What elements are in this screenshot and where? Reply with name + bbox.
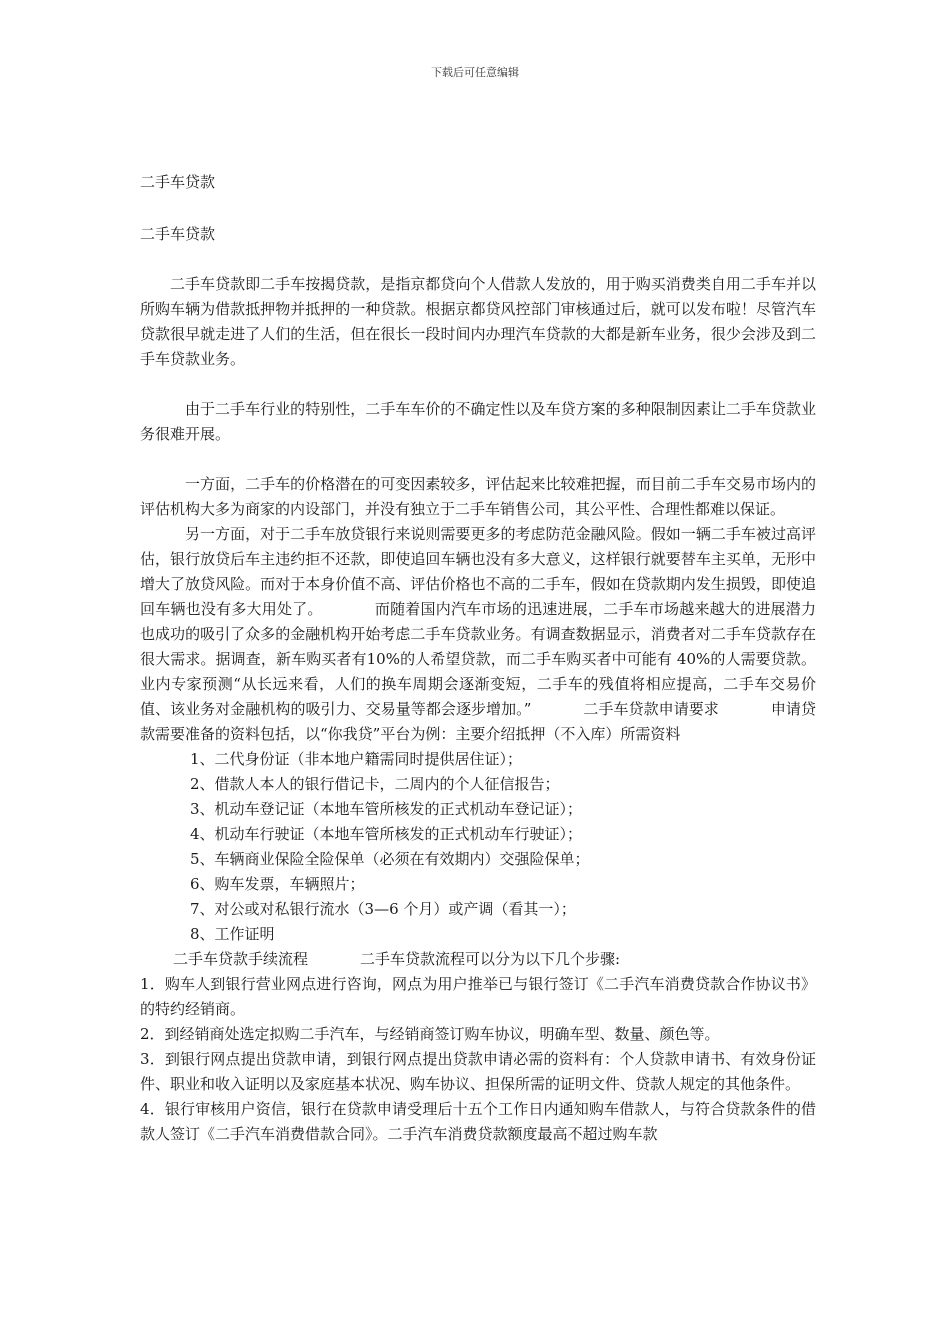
risk-paragraph [140, 522, 816, 747]
materials-intro: 申请贷款需要准备的资料包括，以“你我贷”平台为例：主要介绍抵押（不入库）所需资料 [140, 700, 816, 743]
document-subtitle: 二手车贷款 [140, 225, 216, 243]
flow-heading: 二手车贷款手续流程 [173, 950, 309, 968]
difficulty-paragraph: 由于二手车行业的特别性，二手车车价的不确定性以及车贷方案的多种限制因素让二手车贷款业务很难开展。 [140, 400, 816, 443]
valuation-paragraph: 一方面，二手车的价格潜在的可变因素较多，评估起来比较难把握，而目前二手车交易市场内的评估机构大多为商家的内设部门，并没有独立于二手车销售公司，其公平性、合理性都难以保证。 [140, 475, 816, 518]
list-item: 3、机动车登记证（本地车管所核发的正式机动车登记证）； [190, 800, 583, 818]
list-item: 1、二代身份证（非本地户籍需同时提供居住证）； [190, 750, 523, 768]
document-title: 二手车贷款 [140, 173, 216, 191]
list-item: 8、工作证明 [190, 925, 275, 943]
flow-step: 3．到银行网点提出贷款申请，到银行网点提出贷款申请必需的资料有：个人贷款申请书、有效身份证件、职业和收入证明以及家庭基本状况、购车协议、担保所需的证明文件、贷款人规定的其他条件。 [140, 1050, 816, 1093]
flow-intro: 二手车贷款流程可以分为以下几个步骤: [360, 950, 621, 968]
intro-paragraph: 二手车贷款即二手车按揭贷款，是指京都贷向个人借款人发放的，用于购买消费类自用二手车并以所购车辆为借款抵押物并抵押的一种贷款。根据京都贷风控部门审核通过后，就可以发布啦！尽管汽车贷款很早就走进了人们的生活，但在很长一段时间内办理汽车贷款的大都是新车业务，很少会涉及到二手车贷款业务。 [140, 275, 816, 368]
list-item: 2、借款人本人的银行借记卡，二周内的个人征信报告； [190, 775, 560, 793]
list-item: 7、对公或对私银行流水（3—6 个月）或产调（看其一）； [190, 900, 576, 918]
requirements-heading: 二手车贷款申请要求 [583, 700, 719, 718]
list-item: 4、机动车行驶证（本地车管所核发的正式机动车行驶证）； [190, 825, 583, 843]
flow-step: 1．购车人到银行营业网点进行咨询，网点为用户推举已与银行签订《二手汽车消费贷款合作协议书》的特约经销商。 [140, 975, 816, 1018]
page-header: 下载后可任意编辑 [431, 66, 519, 79]
flow-heading-line [140, 947, 816, 972]
market-text: 而随着国内汽车市场的迅速进展，二手车市场越来越大的进展潜力也成功的吸引了众多的金融机构开始考虑二手车贷款业务。有调查数据显示，消费者对二手车贷款存在很大需求。据调查，新车购买者有10%的人希望贷款，而二手车购买者中可能有 40%的人需要贷款。业内专家预测“从长远来看，人们的换车周期会逐渐变短，二手车的残值将相应提高，二手车交易价值、该业务对金融机构的吸引力、交易量等都会逐步增加。” [140, 600, 816, 718]
list-item: 5、车辆商业保险全险保单（必须在有效期内）交强险保单； [190, 850, 590, 868]
flow-step: 4．银行审核用户资信，银行在贷款申请受理后十五个工作日内通知购车借款人，与符合贷款条件的借款人签订《二手汽车消费借款合同》。二手汽车消费贷款额度最高不超过购车款 [140, 1100, 816, 1143]
flow-step: 2．到经销商处选定拟购二手汽车，与经销商签订购车协议，明确车型、数量、颜色等。 [140, 1025, 720, 1043]
list-item: 6、购车发票，车辆照片； [190, 875, 365, 893]
risk-text: 另一方面，对于二手车放贷银行来说则需要更多的考虑防范金融风险。假如一辆二手车被过高评估，银行放贷后车主违约拒不还款，即使追回车辆也没有多大意义，这样银行就要替车主买单，无形中增大了放贷风险。而对于本身价值不高、评估价格也不高的二手车，假如在贷款期内发生损毁，即使追回车辆也没有多大用处了。 [140, 525, 816, 618]
document-body [140, 170, 816, 1147]
